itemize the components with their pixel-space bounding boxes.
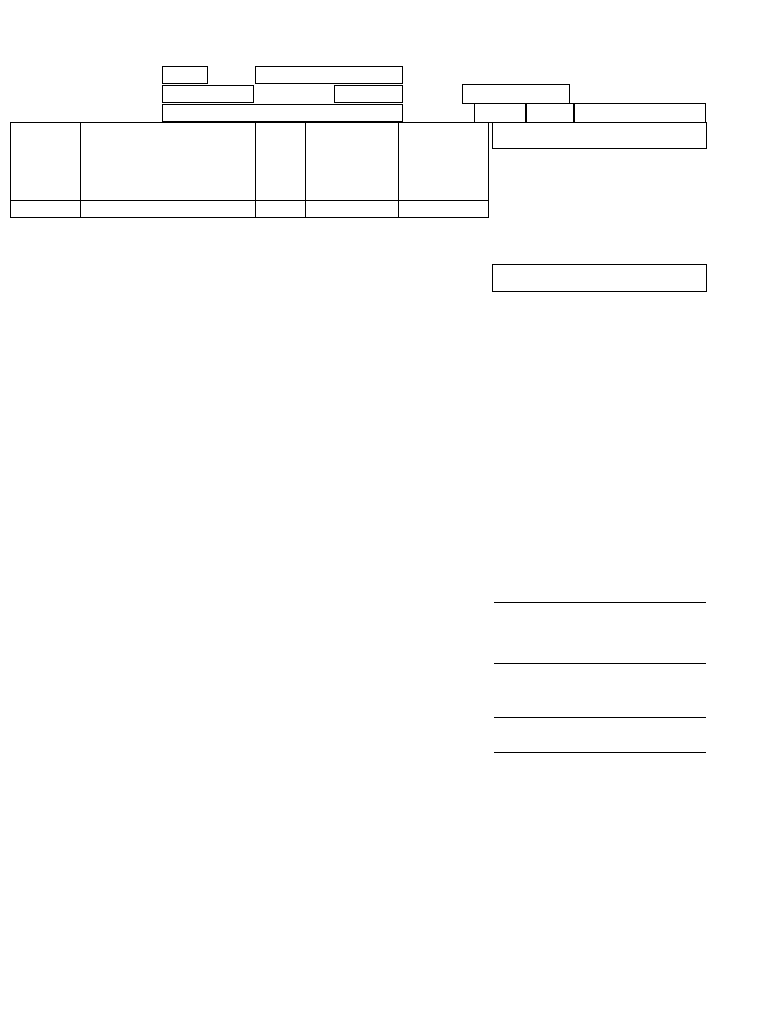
school-id-field[interactable] — [162, 85, 254, 103]
lrn-header — [11, 123, 81, 201]
progress-title — [493, 265, 707, 292]
male-label-spacer — [256, 201, 306, 218]
progress-table — [492, 264, 707, 322]
male-label-spacer — [81, 201, 256, 218]
summary-title — [493, 123, 707, 149]
school-year-field[interactable] — [334, 85, 403, 103]
school-year-label — [255, 85, 333, 103]
learners-table-male — [10, 122, 489, 218]
name-header — [81, 123, 256, 201]
section-field[interactable] — [574, 103, 706, 123]
action-header — [306, 123, 399, 201]
head-signature-line — [494, 663, 706, 664]
division-field[interactable] — [255, 66, 403, 84]
male-label — [11, 201, 81, 218]
male-label-spacer — [399, 201, 489, 218]
section-label — [526, 103, 574, 123]
not-met-header — [399, 123, 489, 201]
curriculum-label — [403, 85, 461, 103]
region-label — [100, 66, 160, 84]
rep-signature-line — [494, 717, 706, 718]
region-field[interactable] — [162, 66, 208, 84]
summary-table — [492, 122, 707, 175]
school-id-label — [100, 85, 160, 103]
school-name-field[interactable] — [162, 104, 403, 122]
division-label — [208, 66, 254, 84]
grade-level-field[interactable] — [474, 103, 526, 123]
adviser-signature-line — [494, 602, 706, 603]
school-name-label — [100, 104, 160, 122]
grade-level-label — [403, 104, 461, 122]
curriculum-field[interactable] — [462, 84, 570, 104]
male-label-spacer — [306, 201, 399, 218]
generated-line — [494, 752, 706, 753]
average-header — [256, 123, 306, 201]
